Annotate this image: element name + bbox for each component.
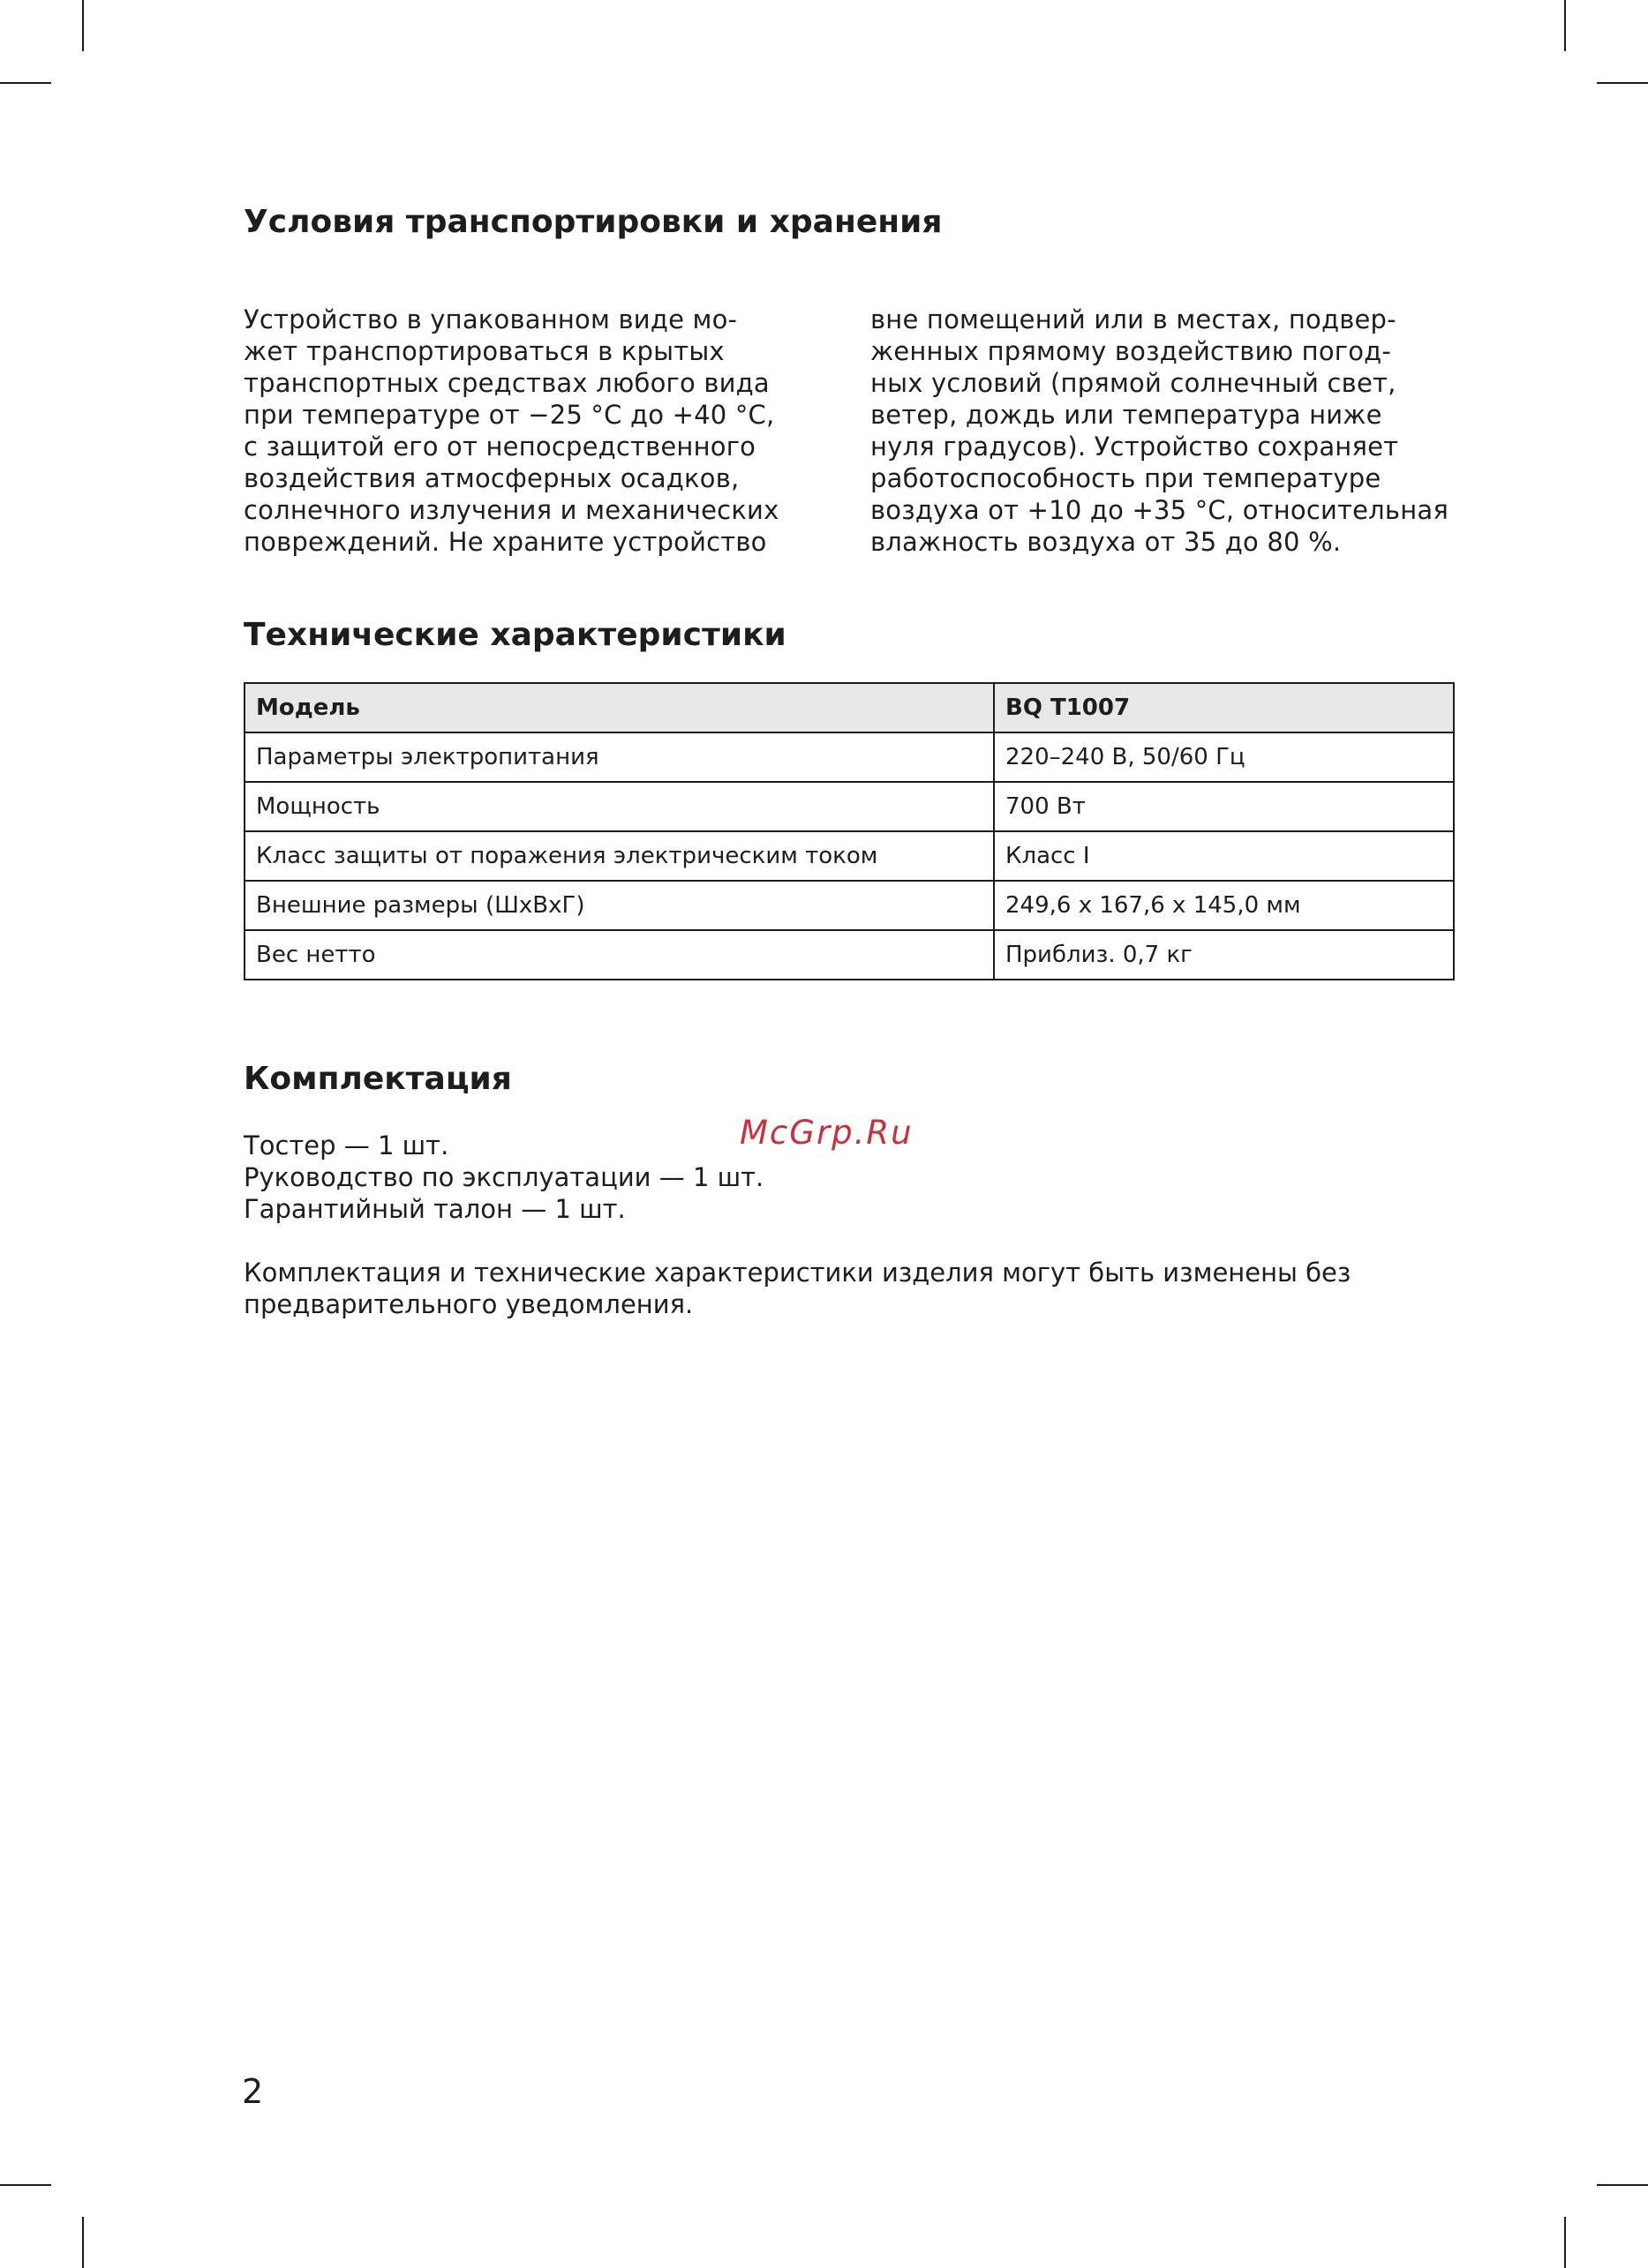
crop-mark [0, 2184, 51, 2186]
table-cell: Вес нетто [245, 930, 994, 980]
spacer [244, 1225, 1351, 1257]
text-line: ветер, дождь или температура ниже [870, 400, 1382, 430]
text-line: нуля градусов). Устройство сохраняет [870, 432, 1399, 462]
specs-heading: Технические характеристики [244, 617, 786, 653]
text-line: при температуре от −25 °C до +40 °C, [244, 400, 775, 430]
list-item: Гарантийный талон — 1 шт. [244, 1194, 626, 1224]
table-cell: Класс защиты от поражения электрическим током [245, 831, 994, 881]
table-row [245, 831, 1454, 881]
crop-mark [1564, 2217, 1566, 2268]
text-line: солнечного излучения и механических [244, 495, 779, 525]
table-cell: Мощность [245, 782, 994, 831]
crop-mark [1597, 2184, 1648, 2186]
kit-list [244, 1130, 1351, 1320]
text-line: Устройство в упакованном виде мо- [244, 304, 738, 334]
text-line: транспортных средствах любого вида [244, 368, 770, 398]
text-line: повреждений. Не храните устройство [244, 527, 767, 557]
text-line: вне помещений или в местах, подвер- [870, 304, 1396, 334]
crop-mark [82, 2217, 84, 2268]
text-line: с защитой его от непосредственного [244, 432, 756, 462]
text-line: воздействия атмосферных осадков, [244, 463, 740, 493]
table-cell: Параметры электропитания [245, 732, 994, 782]
table-cell: Приблиз. 0,7 кг [994, 930, 1454, 980]
table-cell: 700 Вт [994, 782, 1454, 831]
table-row [245, 930, 1454, 980]
table-cell: Внешние размеры (ШхВхГ) [245, 881, 994, 930]
text-line: работоспособность при температуре [870, 463, 1381, 493]
crop-mark [1564, 0, 1566, 51]
storage-left-column [244, 304, 779, 558]
text-line: женных прямому воздействию погод- [870, 336, 1392, 366]
specs-table [244, 682, 1455, 980]
kit-heading: Комплектация [244, 1061, 512, 1097]
table-cell: 220–240 В, 50/60 Гц [994, 732, 1454, 782]
text-line: жет транспортироваться в крытых [244, 336, 725, 366]
header-cell: Модель [245, 683, 994, 732]
text-line: воздуха от +10 до +35 °C, относительная [870, 495, 1449, 525]
text-line: ных условий (прямой солнечный свет, [870, 368, 1396, 398]
list-item: Руководство по эксплуатации — 1 шт. [244, 1162, 764, 1192]
table-row [245, 732, 1454, 782]
table-row [245, 782, 1454, 831]
table-header-row [245, 683, 1454, 732]
header-cell: BQ T1007 [994, 683, 1454, 732]
crop-mark [82, 0, 84, 51]
text-line: влажность воздуха от 35 до 80 %. [870, 527, 1342, 557]
list-item: Тостер — 1 шт. [244, 1130, 449, 1160]
crop-mark [0, 82, 51, 84]
note-line: Комплектация и технические характеристики изделия могут быть изменены без [244, 1258, 1351, 1288]
storage-heading: Условия транспортировки и хранения [244, 204, 943, 240]
crop-mark [1597, 82, 1648, 84]
page-number: 2 [242, 2072, 264, 2111]
table-cell: Класс I [994, 831, 1454, 881]
note-line: предварительного уведомления. [244, 1289, 694, 1319]
watermark: McGrp.Ru [740, 1114, 914, 1152]
storage-right-column [870, 304, 1449, 558]
table-row [245, 881, 1454, 930]
table-cell: 249,6 x 167,6 x 145,0 мм [994, 881, 1454, 930]
